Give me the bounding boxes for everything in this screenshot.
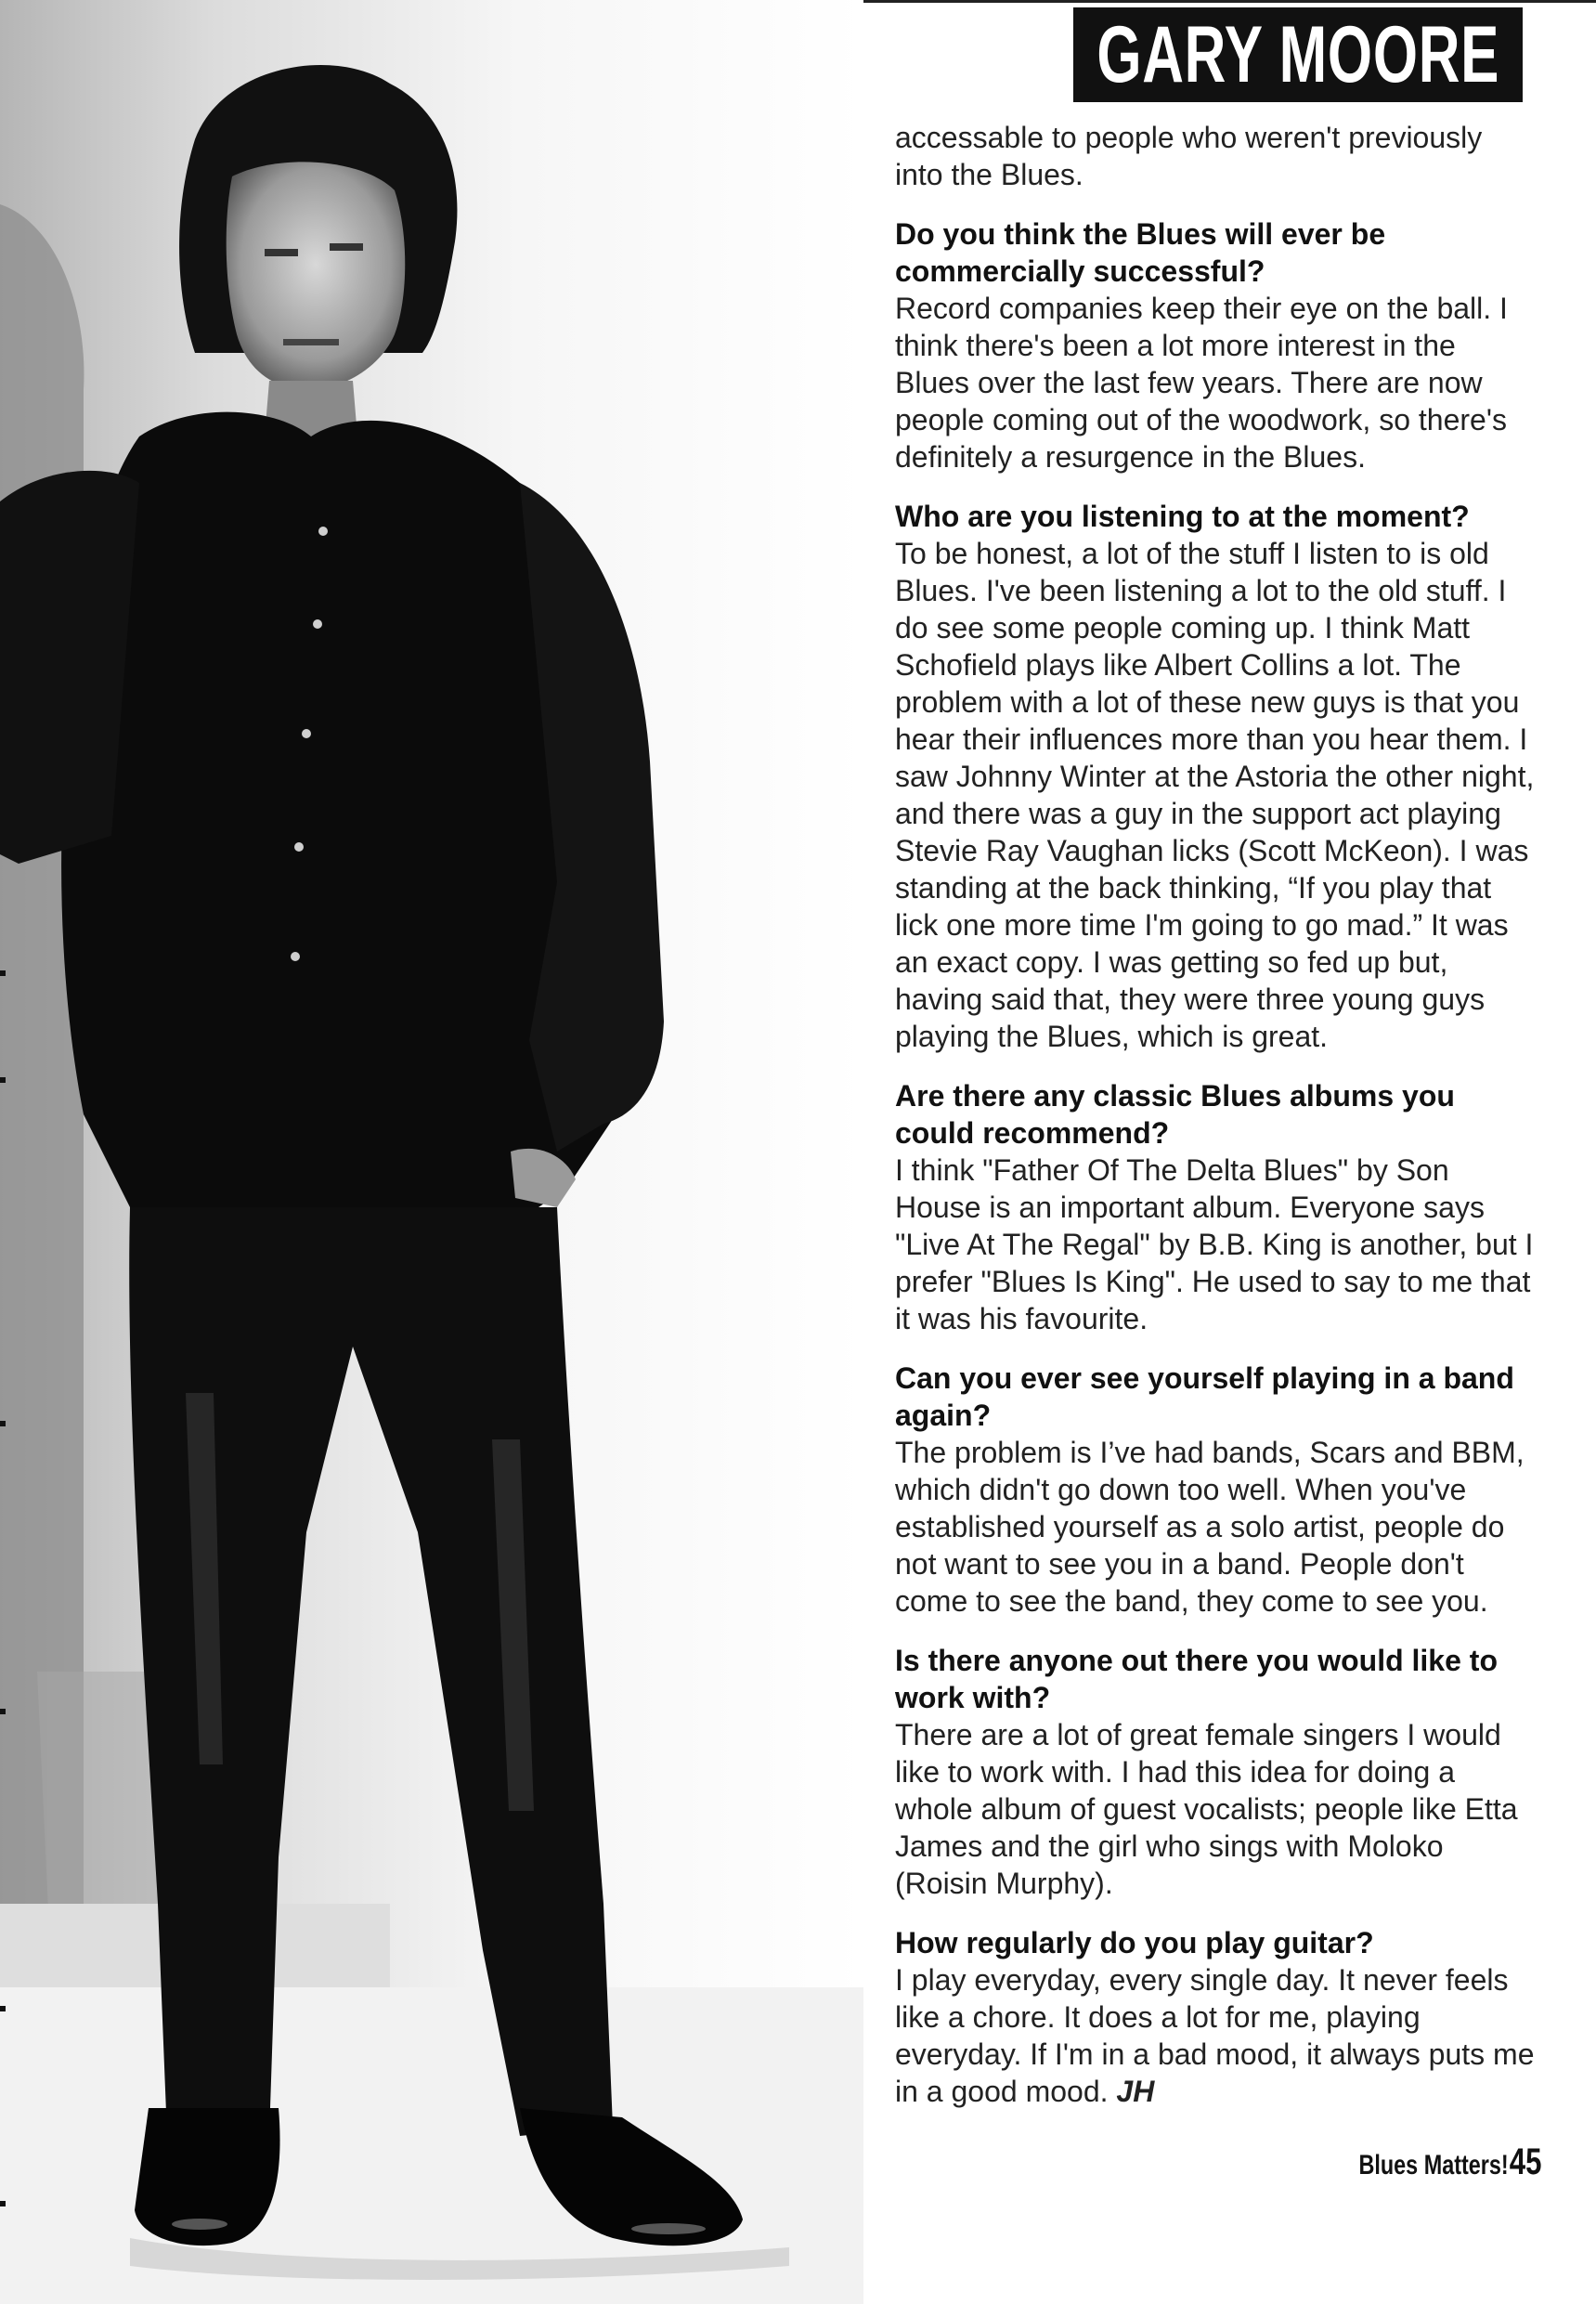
artist-name: GARY MOORE: [1096, 9, 1499, 99]
question: Can you ever see yourself playing in a band again?: [895, 1361, 1514, 1432]
answer: To be honest, a lot of the stuff I listen to is old Blues. I've been listening a lot to the old stuff. I do see some people coming up. I think Matt Schofield plays like Albert Collins a lot. The problem with a lot of these new guys is that you hear their influences more than you hear them. I saw Johnny Winter at the Astoria the other night, and there was a guy in the support act playing Stevie Ray Vaughan licks (Scott McKeon). I was standing at the back thinking, “If you play that lick one more time I'm going to go mad.” It was an exact copy. I was getting so fed up but, having said that, they were three young guys playing the Blues, which is great.: [895, 537, 1535, 1053]
page-footer: [1263, 2141, 1541, 2186]
qa-block-guitar: [895, 1924, 1536, 2110]
artist-name-banner: [1073, 7, 1523, 102]
answer: There are a lot of great female singers I would like to work with. I had this idea for doing a whole album of guest vocalists; people like Etta James and the girl who sings with Moloko (Roisin Murphy).: [895, 1718, 1518, 1900]
question: Is there anyone out there you would like to work with?: [895, 1644, 1498, 1714]
answer: Record companies keep their eye on the ball. I think there's been a lot more interest in the Blues over the last few years. There are now people coming out of the woodwork, so there's definitely a resurgence in the Blues.: [895, 292, 1508, 474]
qa-block-collaboration: [895, 1642, 1536, 1902]
question: How regularly do you play guitar?: [895, 1926, 1374, 1959]
question: Who are you listening to at the moment?: [895, 500, 1470, 533]
answer: [895, 1961, 1536, 2110]
answer: The problem is I’ve had bands, Scars and BBM, which didn't go down too well. When you've established yourself as a solo artist, people do not want to see you in a band. People don't come to see the band, they come to see you.: [895, 1436, 1525, 1618]
lead-paragraph: accessable to people who weren't previously into the Blues.: [895, 121, 1483, 191]
qa-block-band: [895, 1360, 1536, 1620]
page-number: 45: [1509, 2141, 1541, 2182]
answer-text: I play everyday, every single day. It never feels like a chore. It does a lot for me, playing everyday. If I'm in a bad mood, it always puts me in a good mood.: [895, 1963, 1535, 2108]
interview-column: [895, 119, 1536, 2132]
question: Do you think the Blues will ever be commercially successful?: [895, 217, 1386, 288]
answer: I think "Father Of The Delta Blues" by Son House is an important album. Everyone says "Live At The Regal" by B.B. King is another, but I prefer "Blues Is King". He used to say to me that it was his favourite.: [895, 1153, 1534, 1335]
author-signature: JH: [1116, 2075, 1155, 2108]
qa-block-commercial: [895, 215, 1536, 475]
qa-block-albums: [895, 1077, 1536, 1337]
qa-block-listening: [895, 498, 1536, 1055]
question: Are there any classic Blues albums you could recommend?: [895, 1079, 1455, 1150]
magazine-name: Blues Matters!: [1358, 2150, 1510, 2180]
